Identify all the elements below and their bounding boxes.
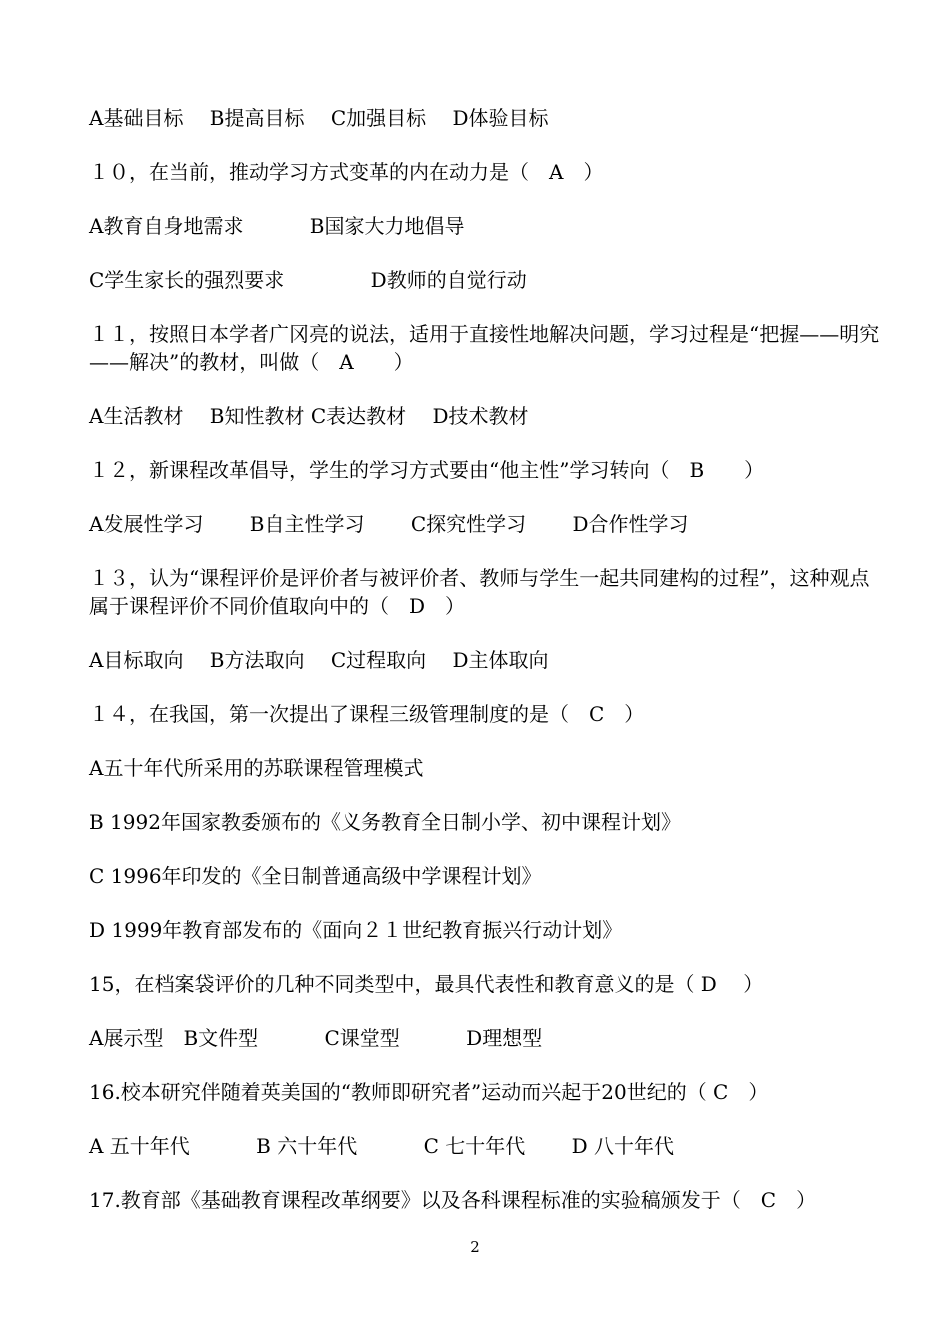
answer-options-q10-row1: A教育自身地需求 B国家大力地倡导 xyxy=(89,214,465,238)
answer-options-q9: A基础目标 B提高目标 C加强目标 D体验目标 xyxy=(89,106,549,130)
question-17: 17.教育部《基础教育课程改革纲要》以及各科课程标准的实验稿颁发于（ C ） xyxy=(89,1188,817,1212)
answer-option-q14-b: B 1992年国家教委颁布的《义务教育全日制小学、初中课程计划》 xyxy=(89,810,681,834)
question-13: １３，认为“课程评价是评价者与被评价者、教师与学生一起共同建构的过程”，这种观点属于课程评价不同价值取向中的（ D ） xyxy=(89,566,870,618)
answer-option-q14-d: D 1999年教育部发布的《面向２１世纪教育振兴行动计划》 xyxy=(89,918,623,942)
answer-options-q15: A展示型 B文件型 C课堂型 D理想型 xyxy=(89,1026,543,1050)
answer-options-q16: A 五十年代 B 六十年代 C 七十年代 D 八十年代 xyxy=(89,1134,674,1158)
answer-options-q11: A生活教材 B知性教材 C表达教材 D技术教材 xyxy=(89,404,529,428)
question-16: 16.校本研究伴随着英美国的“教师即研究者”运动而兴起于20世纪的（ C ） xyxy=(89,1080,769,1104)
question-14: １４，在我国，第一次提出了课程三级管理制度的是（ C ） xyxy=(89,702,645,726)
answer-option-q14-c: C 1996年印发的《全日制普通高级中学课程计划》 xyxy=(89,864,542,888)
answer-option-q14-a: A五十年代所采用的苏联课程管理模式 xyxy=(89,756,424,780)
answer-options-q12: A发展性学习 B自主性学习 C探究性学习 D合作性学习 xyxy=(89,512,689,536)
question-15: 15，在档案袋评价的几种不同类型中，最具代表性和教育意义的是（ D ） xyxy=(89,972,764,996)
question-11: １１，按照日本学者广冈亮的说法，适用于直接性地解决问题，学习过程是“把握——明究——解决”的教材，叫做（ A ） xyxy=(89,322,880,374)
answer-options-q13: A目标取向 B方法取向 C过程取向 D主体取向 xyxy=(89,648,549,672)
answer-options-q10-row2: C学生家长的强烈要求 D教师的自觉行动 xyxy=(89,268,527,292)
question-12: １２，新课程改革倡导，学生的学习方式要由“他主性”学习转向（ B ） xyxy=(89,458,765,482)
page-number: 2 xyxy=(470,1238,480,1256)
question-10: １０，在当前，推动学习方式变革的内在动力是（ A ） xyxy=(89,160,604,184)
